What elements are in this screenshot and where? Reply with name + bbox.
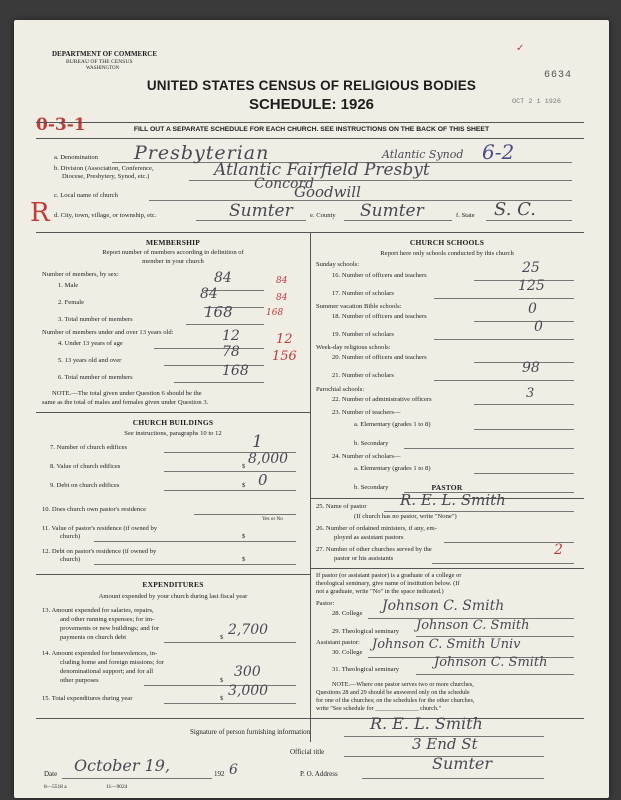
graduate-note-1: If pastor (or assistant pastor) is a graduate of a college or (316, 572, 462, 579)
q6-value[interactable]: 168 (222, 363, 249, 379)
q14-label-4: other purposes (60, 677, 99, 684)
q27-value[interactable]: 2 (554, 542, 563, 558)
q5-label: 5. 13 years old and over (58, 357, 122, 364)
q25-label: 25. Name of pastor (316, 503, 367, 510)
expenditures-title: EXPENDITURES (142, 580, 204, 589)
q29-value[interactable]: Johnson C. Smith (416, 618, 530, 633)
q7-label: 7. Number of church edifices (50, 444, 128, 451)
q4-value-check: 12 (276, 332, 293, 347)
q18-value[interactable]: 0 (528, 301, 537, 317)
signature-label: Signature of person furnishing information (190, 728, 311, 736)
year-suffix[interactable]: 6 (229, 762, 238, 778)
buildings-subtitle: See instructions, paragraphs 10 to 12 (124, 430, 222, 437)
schools-subtitle: Report here only schools conducted by this church (380, 250, 514, 257)
q2-value-check: 84 (276, 293, 288, 303)
q24-label: 24. Number of scholars— (332, 453, 401, 460)
q26-label-1: 26. Number of ordained ministers, if any, em- (316, 525, 437, 532)
membership-note-1: NOTE.—The total given under Question 6 should be the (52, 390, 202, 397)
division-value-2[interactable]: Concord (254, 176, 315, 192)
pastor-note-2: Questions 28 and 29 should be answered only on the schedule (316, 689, 470, 696)
q13-label-4: payments on church debt (60, 634, 127, 641)
q2-label: 2. Female (58, 299, 85, 306)
print-code: 11—9024 (106, 784, 128, 790)
q28-value[interactable]: Johnson C. Smith (382, 598, 505, 614)
signature-value[interactable]: R. E. L. Smith (370, 714, 483, 733)
denomination-code[interactable]: 6-2 (482, 140, 515, 164)
division-value[interactable]: Atlantic Fairfield Presbyt (214, 160, 430, 180)
pastor-note-3: for one of the churches; on the schedules for the other churches, (316, 697, 475, 704)
q23-label: 23. Number of teachers— (332, 409, 401, 416)
schools-title: CHURCH SCHOOLS (409, 238, 485, 247)
q6-label: 6. Total number of members (58, 374, 133, 381)
q4-value[interactable]: 12 (222, 328, 240, 344)
q8-label: 8. Value of church edifices (50, 463, 121, 470)
q9-dollar: $ (242, 482, 246, 489)
date-label: Date (44, 770, 58, 778)
q12-label-2: church) (60, 556, 81, 563)
membership-note-2: same as the total of males and females given under Question 3. (42, 399, 209, 406)
q19-label: 19. Number of scholars (332, 331, 394, 338)
pastor-note-4: write "See schedule for ______________ church." (316, 705, 441, 712)
membership-title: MEMBERSHIP (145, 238, 201, 247)
q19-value[interactable]: 0 (534, 319, 543, 335)
dept-name: DEPARTMENT OF COMMERCE (52, 50, 158, 58)
county-label: e. County (310, 212, 336, 219)
sunday-schools-label: Sunday schools: (316, 261, 360, 268)
q15-label: 15. Total expenditures during year (42, 695, 133, 702)
expenditures-subtitle: Amount expended by your church during last fiscal year (98, 593, 248, 600)
q13-value[interactable]: 2,700 (228, 622, 269, 638)
q8-value[interactable]: 8,000 (248, 451, 289, 467)
official-title-label: Official title (290, 748, 325, 756)
q7-value[interactable]: 1 (252, 432, 263, 452)
q14-value[interactable]: 300 (234, 664, 261, 680)
q13-label-2: and other running expenses; for im- (60, 616, 155, 623)
q3-value-check: 168 (266, 308, 284, 318)
q10-yes-no-hint: Yes or No (262, 516, 283, 522)
denomination-value[interactable]: Presbyterian (134, 142, 270, 164)
received-stamp: OCT 2 1 1926 (512, 98, 561, 106)
summer-schools-label: Summer vacation Bible schools: (316, 303, 402, 310)
division-label-2: Diocese, Presbytery, Synod, etc.) (62, 173, 150, 180)
q2-value[interactable]: 84 (200, 286, 218, 302)
q15-value[interactable]: 3,000 (228, 683, 269, 699)
official-title-value[interactable]: 3 End St (412, 735, 478, 753)
red-r-mark: R (30, 198, 50, 228)
q24b-label: b. Secondary (354, 484, 389, 491)
q4-label: 4. Under 13 years of age (58, 340, 123, 347)
q18-label: 18. Number of officers and teachers (332, 313, 427, 320)
pastor-section-label: Pastor: (316, 600, 335, 607)
q30-label: 30. College (332, 649, 363, 656)
q16-label: 16. Number of officers and teachers (332, 272, 427, 279)
q25-note: (If church has no pastor, write "None") (354, 513, 457, 520)
q1-label: 1. Male (58, 282, 79, 289)
parochial-schools-label: Parochial schools: (316, 386, 365, 393)
q11-label-1: 11. Value of pastor's residence (if owned by (42, 525, 158, 532)
assistant-pastor-label: Assistant pastor: (316, 639, 360, 646)
q13-label-3: provements or new buildings; and for (60, 625, 160, 632)
po-address-value[interactable]: Sumter (432, 754, 492, 773)
q31-label: 31. Theological seminary (332, 666, 400, 673)
city-value[interactable]: Sumter (229, 201, 293, 221)
state-label: f. State (456, 212, 475, 219)
q15-dollar: $ (220, 695, 224, 702)
q3-value[interactable]: 168 (204, 303, 233, 321)
pastor-note-1: NOTE.—Where one pastor serves two or more churches, (332, 681, 474, 688)
q17-value[interactable]: 125 (518, 278, 545, 294)
q12-label-1: 12. Debt on pastor's residence (if owned by (42, 548, 157, 555)
county-value[interactable]: Sumter (360, 201, 424, 221)
schedule-title: SCHEDULE: 1926 (248, 96, 375, 113)
q12-dollar: $ (242, 556, 246, 563)
membership-subtitle-2: member in your church (142, 258, 204, 265)
date-value[interactable]: October 19, (74, 756, 171, 775)
q16-value[interactable]: 25 (522, 260, 540, 276)
graduate-note-3: not a graduate, write "No" in the space indicated.) (316, 588, 444, 595)
q27-label-1: 27. Number of other churches served by the (316, 546, 432, 553)
denomination-label: a. Denomination (54, 154, 98, 161)
graduate-note-2: theological seminary, give name of institution below. (If (316, 580, 460, 587)
q25-value[interactable]: R. E. L. Smith (400, 491, 506, 509)
year-prefix: 192 (214, 770, 225, 778)
q29-label: 29. Theological seminary (332, 628, 400, 635)
q13-dollar: $ (220, 634, 224, 641)
q11-label-2: church) (60, 533, 81, 540)
q1-value-check: 84 (276, 276, 288, 286)
q3-label: 3. Total number of members (58, 316, 133, 323)
buildings-title: CHURCH BUILDINGS (132, 418, 214, 427)
city-label: d. City, town, village, or township, etc. (54, 212, 157, 219)
census-schedule-sheet (14, 20, 609, 798)
red-code: 0-3-1 (36, 115, 86, 135)
serial-number: 6634 (544, 70, 573, 81)
q10-label: 10. Does church own pastor's residence (42, 506, 147, 513)
denomination-extra[interactable]: Atlantic Synod (382, 148, 464, 161)
q8-dollar: $ (242, 463, 246, 470)
members-by-age-label: Number of members under and over 13 years old: (42, 329, 174, 336)
q21-label: 21. Number of scholars (332, 372, 394, 379)
q14-dollar: $ (220, 677, 224, 684)
po-address-label: P. O. Address (300, 770, 338, 778)
q20-label: 20. Number of officers and teachers (332, 354, 427, 361)
state-value[interactable]: S. C. (494, 199, 536, 220)
q22-label: 22. Number of administrative officers (332, 396, 432, 403)
q11-dollar: $ (242, 533, 246, 540)
form-title: UNITED STATES CENSUS OF RELIGIOUS BODIES (146, 78, 477, 93)
pastor-title: PASTOR (431, 483, 463, 492)
q23a-label: a. Elementary (grades 1 to 8) (354, 421, 431, 428)
q23b-label: b. Secondary (354, 440, 389, 447)
form-code: 8—5518 a (44, 784, 67, 790)
q22-value[interactable]: 3 (526, 386, 535, 401)
division-label-1: b. Division (Association, Conference, (54, 165, 154, 172)
q27-label-2: pastor or his assistants (334, 555, 394, 562)
q21-value[interactable]: 98 (522, 360, 540, 376)
local-name-value[interactable]: Goodwill (294, 183, 361, 201)
check-mark: ✓ (516, 43, 525, 54)
bureau-name: BUREAU OF THE CENSUS (66, 59, 133, 65)
q26-label-2: ployed as assistant pastors (334, 534, 404, 541)
q14-label-2: cluding home and foreign missions; for (60, 659, 164, 666)
q30-value[interactable]: Johnson C. Smith Univ (372, 637, 521, 652)
q24a-label: a. Elementary (grades 1 to 8) (354, 465, 431, 472)
q28-label: 28. College (332, 610, 363, 617)
city-name: WASHINGTON (86, 66, 120, 71)
membership-subtitle-1: Report number of members according to definition of (102, 249, 244, 256)
q14-label-3: denominational support; and for all (60, 668, 154, 675)
q13-label-1: 13. Amount expended for salaries, repairs, (42, 607, 154, 614)
q9-value[interactable]: 0 (258, 471, 268, 489)
weekday-schools-label: Week-day religious schools: (316, 344, 391, 351)
q9-label: 9. Debt on church edifices (50, 482, 120, 489)
q1-value[interactable]: 84 (214, 270, 232, 286)
q14-label-1: 14. Amount expended for benevolences, in- (42, 650, 158, 657)
instruction-line: FILL OUT A SEPARATE SCHEDULE FOR EACH CHURCH. SEE INSTRUCTIONS ON THE BACK OF THIS SHEET (133, 126, 490, 133)
q17-label: 17. Number of scholars (332, 290, 394, 297)
local-name-label: c. Local name of church (54, 192, 118, 199)
q31-value[interactable]: Johnson C. Smith (434, 655, 548, 670)
members-by-sex-label: Number of members, by sex: (42, 271, 119, 278)
q5-value[interactable]: 78 (222, 344, 240, 360)
q5-value-check: 156 (272, 349, 297, 364)
